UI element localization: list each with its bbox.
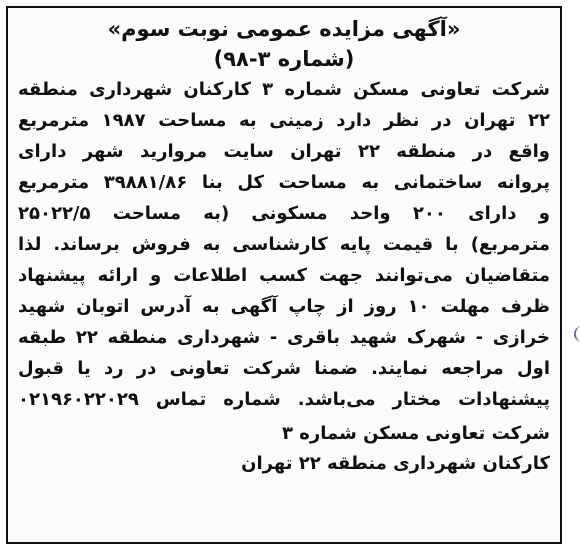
- notice-heading: [8, 14, 560, 74]
- notice-signature: [8, 419, 550, 479]
- body-line: ظرف مهلت ۱۰ روز از چاپ آگهی به آدرس اتوبان شهید: [18, 296, 550, 317]
- body-line: اول مراجعه نمایند. ضمنا شرکت تعاونی در رد یا قبول: [18, 358, 550, 379]
- body-line: پیشنهادات مختار می‌باشد. شماره تماس ۰۲۱۹۶۰۲۲۰۲۹: [18, 389, 550, 410]
- body-line: و دارای ۲۰۰ واحد مسکونی (به مساحت ۲۵۰۲۲/۵: [18, 203, 550, 224]
- page-edge-mark: [574, 326, 580, 342]
- body-line: پروانه ساختمانی به مساحت کل بنا ۳۹۸۸۱/۸۶ مترمربع: [18, 172, 550, 193]
- notice-frame: [6, 6, 562, 544]
- body-line: شرکت تعاونی مسکن شماره ۳ کارکنان شهرداری منطقه: [18, 79, 550, 100]
- notice-title: «آگهی مزایده عمومی نوبت سوم»: [107, 17, 461, 41]
- body-line: واقع در منطقه ۲۲ تهران سایت مروارید شهر دارای: [18, 141, 550, 162]
- signature-line: شرکت تعاونی مسکن شماره ۳: [282, 423, 550, 444]
- body-line: خرازی - شهرک شهید باقری - شهرداری منطقه ۲۲ طبقه: [18, 327, 550, 348]
- signature-line: کارکنان شهرداری منطقه ۲۲ تهران: [241, 453, 550, 474]
- body-line: متقاضیان می‌توانند جهت کسب اطلاعات و ارائه پیشنهاد: [18, 265, 550, 286]
- notice-body: [18, 74, 550, 415]
- body-line: ۲۲ تهران در نظر دارد زمینی به مساحت ۱۹۸۷ مترمربع: [18, 110, 550, 131]
- issue-number: (شماره ۳-۹۸): [213, 47, 355, 71]
- body-line: مترمربع) با قیمت پایه کارشناسی به فروش برساند. لذا: [18, 234, 550, 255]
